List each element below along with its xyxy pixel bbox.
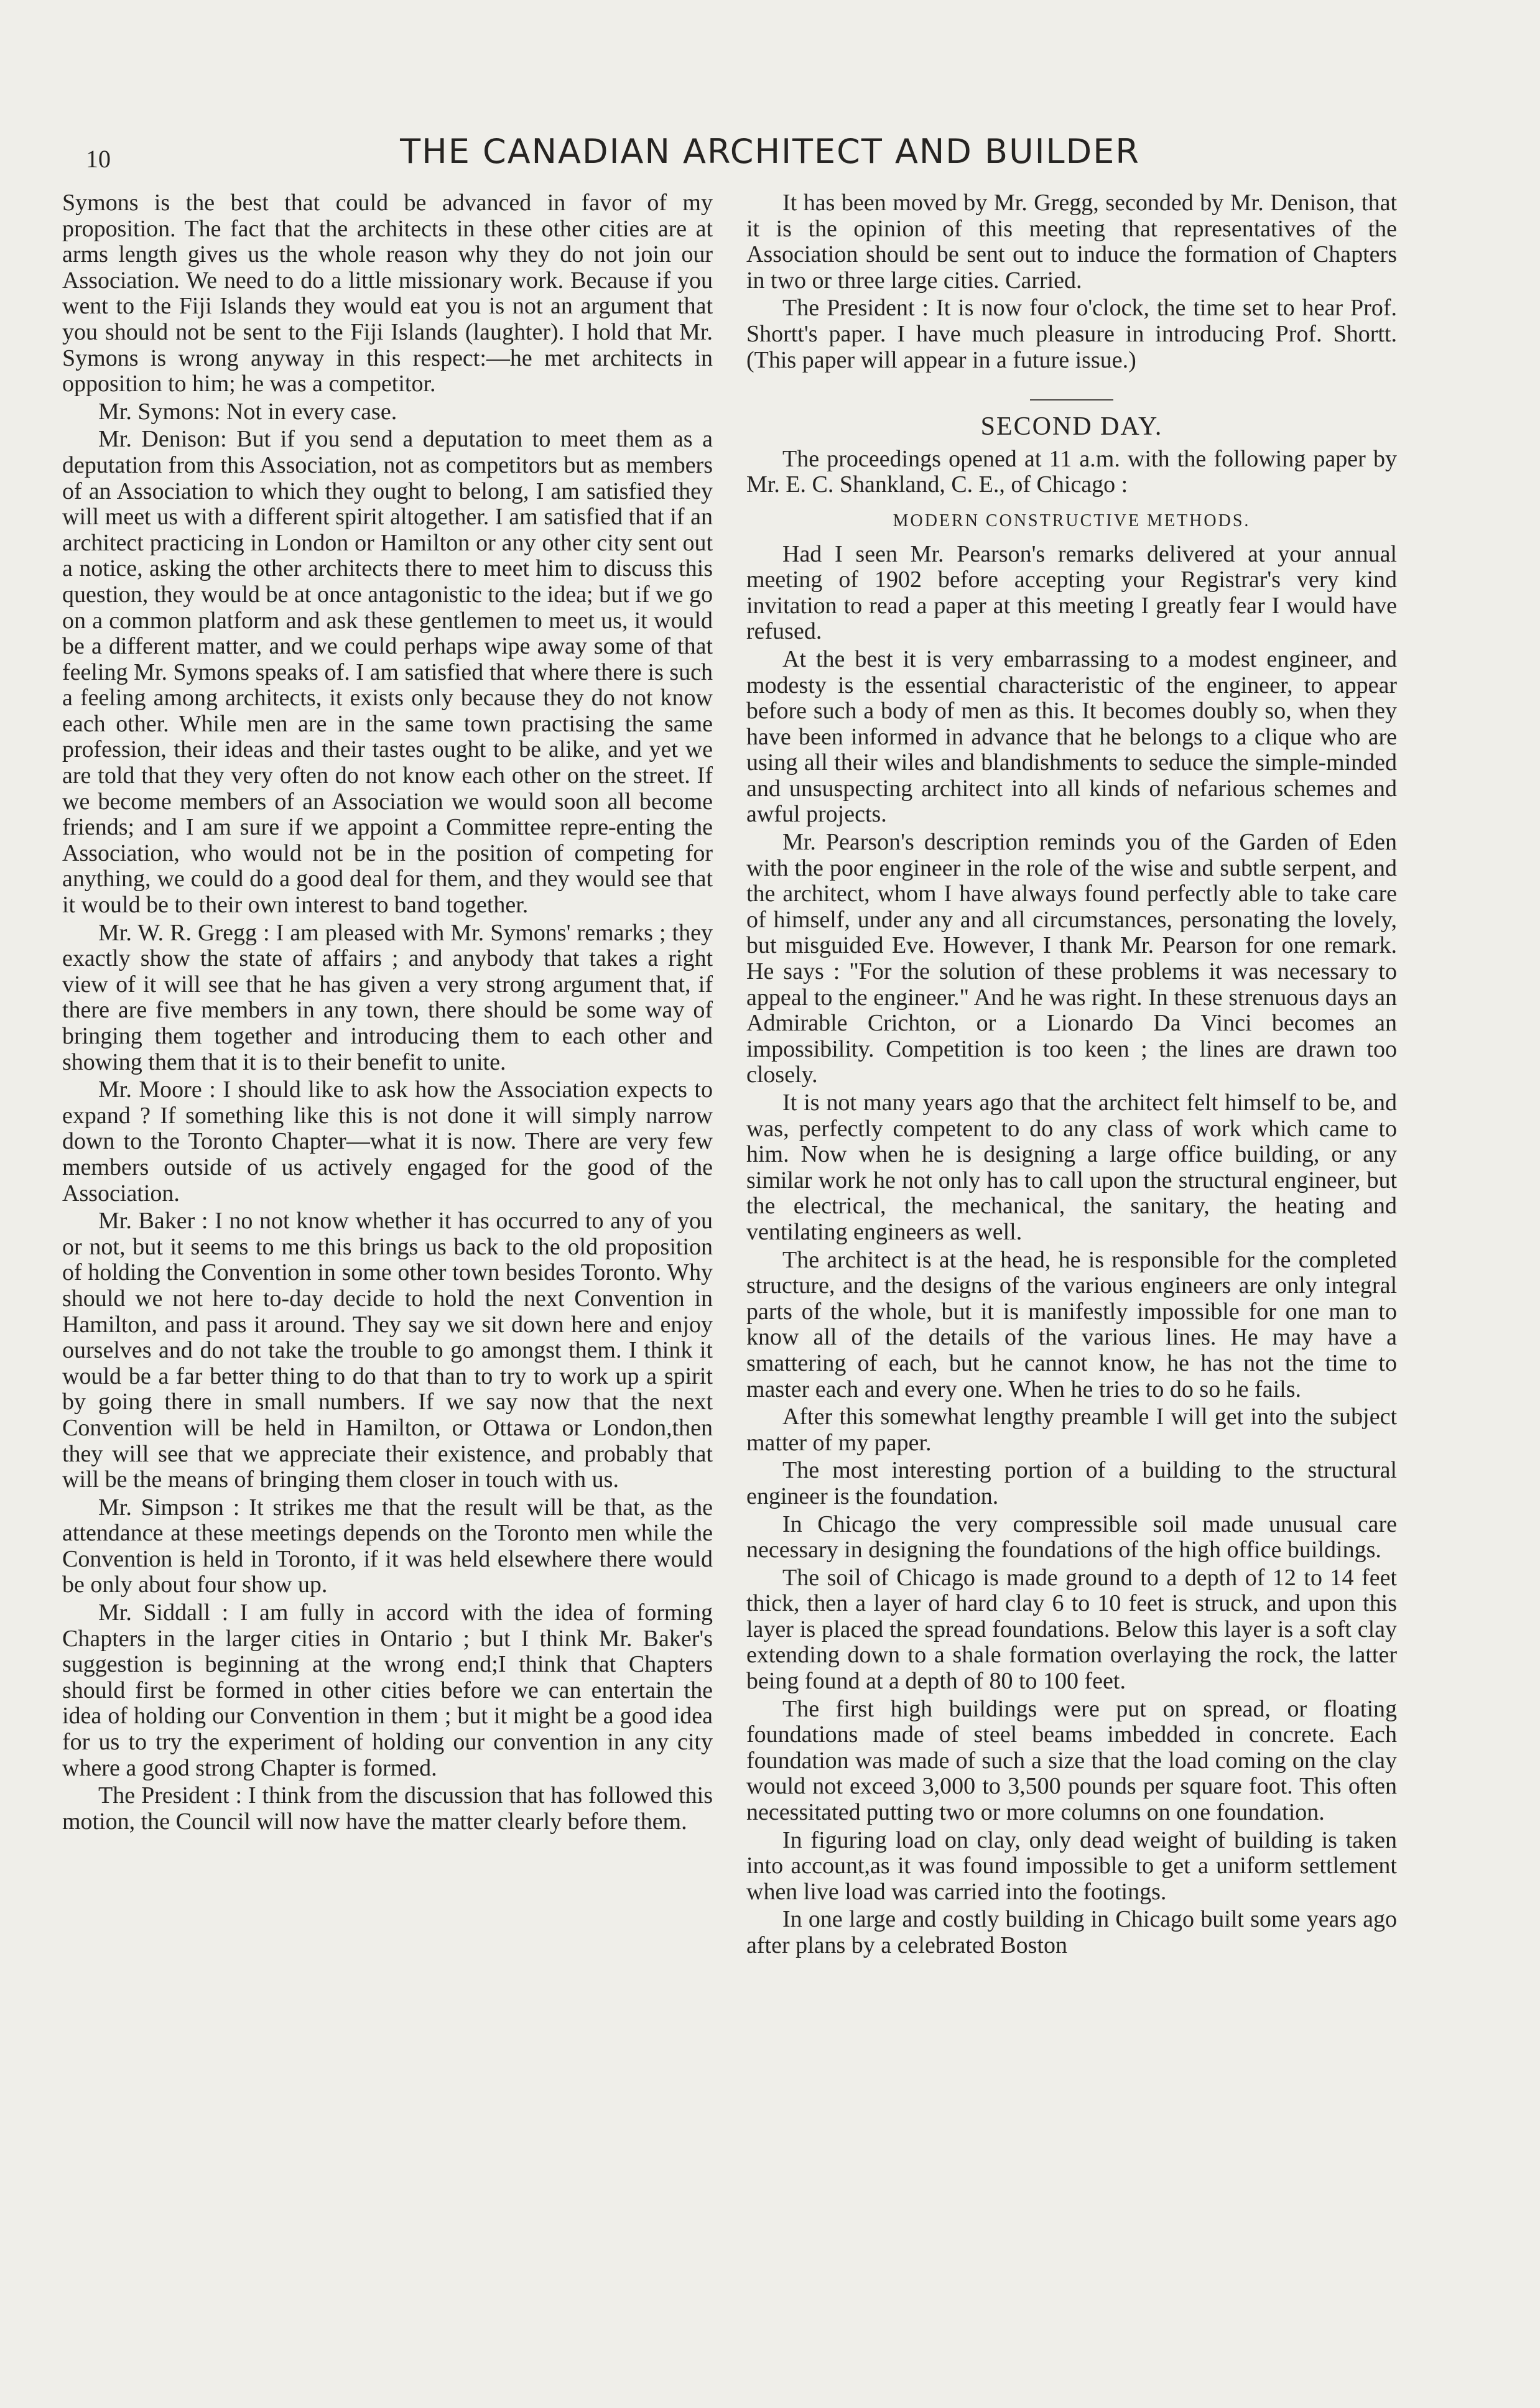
page-number: 10	[86, 145, 111, 173]
right-column	[746, 190, 1397, 1961]
paragraph: Mr. Pearson's description reminds you of the Garden of Eden with the poor engineer in the role of the wise and subtle serpent, and the architect, whom I have always found perfectly able to take care of himself, under any and all circumstances, personating the lovely, but misguided Eve. However, I thank Mr. Pearson for one remark. He says : "For the solution of these problems it was necessary to appeal to the engineer." And he was right. In these strenuous days an Admirable Crichton, or a Lionardo Da Vinci becomes an impossibility. Competition is too keen ; the lines are drawn too closely.	[746, 829, 1397, 1088]
paragraph: In Chicago the very compressible soil made unusual care necessary in designing the foundations of the high office buildings.	[746, 1511, 1397, 1563]
paragraph: After this somewhat lengthy preamble I will get into the subject matter of my paper.	[746, 1404, 1397, 1456]
paragraph: The President : I think from the discussion that has followed this motion, the Council will now have the matter clearly before them.	[62, 1782, 713, 1835]
paragraph: Mr. W. R. Gregg : I am pleased with Mr. Symons' remarks ; they exactly show the state of affairs ; and anybody that takes a right view of it will see that he has given a very strong argument that, if there are five members in any town, there should be some way of bringing them together and introducing them to each other and showing them that it is to their benefit to unite.	[62, 919, 713, 1075]
paragraph: It has been moved by Mr. Gregg, seconded by Mr. Denison, that it is the opinion of this meeting that representatives of the Association should be sent out to induce the formation of Chapters in two or three large cities. Carried.	[746, 190, 1397, 294]
paragraph: Mr. Symons: Not in every case.	[98, 398, 397, 425]
section-heading: SECOND DAY.	[980, 412, 1163, 442]
section-intro: The proceedings opened at 11 a.m. with the following paper by Mr. E. C. Shankland, C. E., of Chicago :	[746, 445, 1397, 498]
paragraph: At the best it is very embarrassing to a modest engineer, and modesty is the essential characteristic of the engineer, to appear before such a body of men as this. It becomes doubly so, when they have been informed in advance that he belongs to a clique who are using all their wiles and blandishments to seduce the simple-minded and unsuspecting architect into all kinds of nefarious schemes and awful projects.	[746, 646, 1397, 828]
paragraph: The architect is at the head, he is responsible for the completed structure, and the designs of the various engineers are only integral parts of the whole, but it is manifestly impossible for one man to know all of the details of the various lines. He may have a smattering of each, but he cannot know, he has not the time to master each and every one. When he tries to do so he fails.	[746, 1246, 1397, 1402]
paragraph: It is not many years ago that the architect felt himself to be, and was, perfectly competent to do any class of work which came to him. Now when he is designing a large office building, or any similar work he not only has to call upon the structural engineer, but the electrical, the mechanical, the sanitary, the heating and ventilating engineers as well.	[746, 1090, 1397, 1245]
paragraph: In one large and costly building in Chicago built some years ago after plans by a celebrated Boston	[746, 1906, 1397, 1958]
left-column	[62, 190, 713, 1836]
paragraph: In figuring load on clay, only dead weight of building is taken into account,as it was found impossible to get a uniform settlement when live load was carried into the footings.	[746, 1827, 1397, 1905]
paragraph: Had I seen Mr. Pearson's remarks delivered at your annual meeting of 1902 before accepting your Registrar's very kind invitation to read a paper at this meeting I greatly fear I would have refused.	[746, 540, 1397, 645]
paragraph: The soil of Chicago is made ground to a depth of 12 to 14 feet thick, then a layer of hard clay 6 to 10 feet is struck, and upon this layer is placed the spread foundations. Below this layer is a soft clay extending down to a shale formation overlaying the rock, the latter being found at a depth of 80 to 100 feet.	[746, 1564, 1397, 1695]
paragraph: Mr. Moore : I should like to ask how the Association expects to expand ? If something like this is not done it will simply narrow down to the Toronto Chapter—what it is now. There are very few members outside of us actively engaged for the good of the Association.	[62, 1077, 713, 1206]
running-head: THE CANADIAN ARCHITECT AND BUILDER	[400, 132, 1140, 171]
paragraph: The most interesting portion of a building to the structural engineer is the foundation.	[746, 1457, 1397, 1509]
paper-title: MODERN CONSTRUCTIVE METHODS.	[893, 511, 1251, 530]
section-divider	[1030, 399, 1113, 401]
paragraph: Mr. Siddall : I am fully in accord with the idea of forming Chapters in the larger cities in Ontario ; but I think Mr. Baker's suggestion is beginning at the wrong end;I think that Chapters should first be formed in other cities before we can entertain the idea of holding our Convention in them ; but it might be a good idea for us to try the experiment of holding our convention in any city where a good strong Chapter is formed.	[62, 1600, 713, 1781]
paragraph: Mr. Baker : I no not know whether it has occurred to any of you or not, but it seems to me this brings us back to the old proposition of holding the Convention in some other town besides Toronto. Why should we not here to-day decide to hold the next Convention in Hamilton, and pass it around. They say we sit down here and enjoy ourselves and do not take the trouble to go amongst them. I think it would be a far better thing to do that than to try to work up a spirit by going there in small numbers. If we say now that the next Convention will be held in Hamilton, or Ottawa or London,then they will see that we appreciate their existence, and probably that will be the means of bringing them closer in touch with us.	[62, 1208, 713, 1493]
paragraph: The first high buildings were put on spread, or floating foundations made of steel beams imbedded in concrete. Each foundation was made of such a size that the load coming on the clay would not exceed 3,000 to 3,500 pounds per square foot. This often necessitated putting two or more columns on one foundation.	[746, 1695, 1397, 1826]
paragraph: Mr. Simpson : It strikes me that the result will be that, as the attendance at these meetings depends on the Toronto men while the Convention is held in Toronto, if it was held elsewhere there would be only about four show up.	[62, 1494, 713, 1598]
paragraph: The President : It is now four o'clock, the time set to hear Prof. Shortt's paper. I have much pleasure in introducing Prof. Shortt. (This paper will appear in a future issue.)	[746, 295, 1397, 373]
paragraph: Symons is the best that could be advanced in favor of my proposition. The fact that the architects in these other cities are at arms length gives us the whole reason why they do not join our Association. We need to do a little missionary work. Because if you went to the Fiji Islands they would eat you is not an argument that you should not be sent to the Fiji Islands (laughter). I hold that Mr. Symons is wrong anyway in this respect:—he met architects in opposition to him; he was a competitor.	[62, 190, 713, 397]
paragraph: Mr. Denison: But if you send a deputation to meet them as a deputation from this Association, not as competitors but as members of an Association to which they ought to belong, I am satisfied they will meet us with a different spirit altogether. I am satisfied that if an architect practicing in London or Hamilton or any other city sent out a notice, asking the other architects there to meet him to discuss this question, they would be at once antagonistic to the idea; but if we go on a common platform and ask these gentlemen to meet us, it would be a different matter, and we could perhaps wipe away some of that feeling Mr. Symons speaks of. I am satisfied that where there is such a feeling among architects, it exists only because they do not know each other. While men are in the same town practising the same profession, their ideas and their tastes ought to be alike, and yet we are told that they very often do not know each other on the street. If we become members of an Association we would soon all become friends; and I am sure if we appoint a Committee repre-enting the Association, who would not be in the position of competing for anything, we could do a good deal for them, and they would see that it would be to their own interest to band together.	[62, 426, 713, 919]
